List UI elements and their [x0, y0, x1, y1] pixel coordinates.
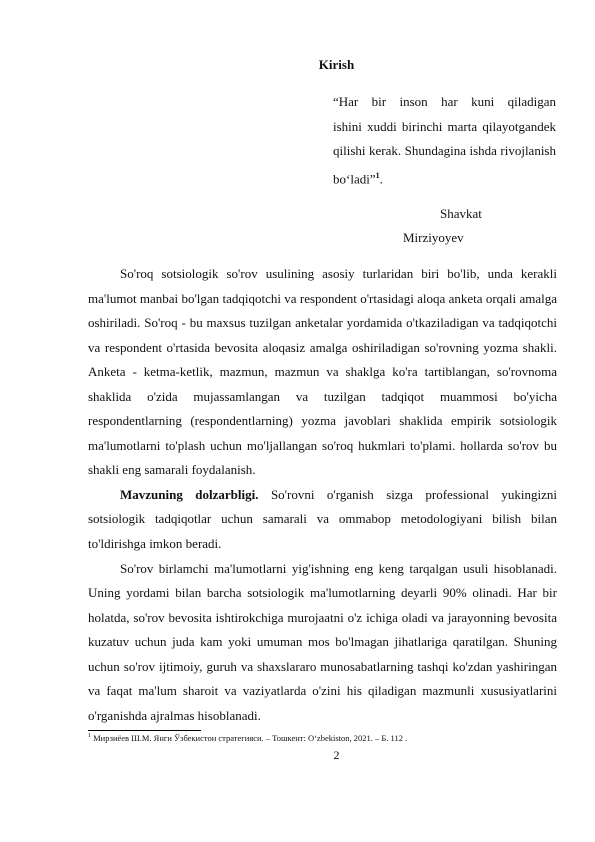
footnote-text: Мирзиёев Ш.М. Янги Ўзбекистон стратегияси. – Тошкент: O‘zbekiston, 2021. – Б. 112 .	[91, 733, 408, 743]
page-number: 2	[333, 748, 340, 762]
paragraph-2	[88, 483, 557, 557]
footnote-number: 1	[88, 733, 91, 740]
paragraph-3: So'rov birlamchi ma'lumotlarni yig'ishning eng keng tarqalgan usuli hisoblanadi. Uning yordami bilan barcha sotsiologik ma'lumotlarning deyarli 90% olinadi. Har bir holatda, so'rov bevosita ishtirokchiga murojaatni o'z ichiga oladi va jarayonning bevosita kuzatuv uchun juda kam yoki umuman mos bo'lmagan jihatlariga qaratilgan. Shuning uchun so'rov ijtimoiy, guruh va shaxslararo munosabatlarning tashqi ko'zdan yashiringan va faqat ma'lum sharoit va vaziyatlarda o'zini his qiladigan mazmunli xususiyatlarini o'rganishda ajralmas hisoblanadi.	[88, 560, 557, 723]
paragraph-2-heading: Mavzuning dolzarbligi.	[120, 486, 259, 502]
section-title: Kirish	[318, 57, 355, 72]
footnote-separator	[88, 730, 201, 731]
epigraph-line: qilishi kerak. Shundagina ishda rivojlanish	[333, 143, 556, 158]
footnote-ref[interactable]: 1	[375, 170, 380, 180]
footnote	[88, 733, 407, 743]
epigraph-line-text: bo‘ladi”	[333, 170, 376, 186]
epigraph-line	[297, 164, 556, 192]
epigraph-author-last: Mirziyoyev	[403, 230, 464, 245]
paragraph-1: So'roq sotsiologik so'rov usulining asosiy turlaridan biri bo'lib, unda kerakli ma'lumot manbai bo'lgan tadqiqotchi va respondent o'rtasidagi aloqa anketa orqali amalga oshiriladi. So'roq - bu maxsus tuzilgan anketalar yordamida o'tkaziladigan va tadqiqotchi va respondent o'rtasida bevosita aloqasiz amalga oshiriladigan so'rovning yozma shakli. Anketa - ketma-ketlik, mazmun, mazmun va shaklga ko'ra tartiblangan, so'rovnoma shaklida o'zida mujassamlangan va tuzilgan tadqiqot muammosi bo'yicha respondentlarning (respondentlarning) yozma javoblari shaklida empirik sotsiologik ma'lumotlarni to'plash uchun mo'ljallangan so'roq hukmlari to'plami. hollarda so'rov bu shakli eng samarali foydalanish.	[88, 266, 557, 478]
epigraph-author-first: Shavkat	[440, 206, 482, 221]
epigraph-line: “Har bir inson har kuni qiladigan	[333, 94, 556, 109]
epigraph-line: ishini xuddi birinchi marta qilayotgandek	[333, 118, 556, 134]
epigraph-quote	[297, 90, 556, 191]
body-text	[88, 262, 557, 728]
epigraph-trailing: .	[379, 170, 383, 186]
paragraph-2-text: So'rovni o'rganish sizga professional yukingizni sotsiologik tadqiqotlar uchun samarali va ommabop metodologiyani bilish bilan to'ldirishga imkon beradi.	[88, 486, 557, 552]
epigraph	[297, 90, 556, 191]
